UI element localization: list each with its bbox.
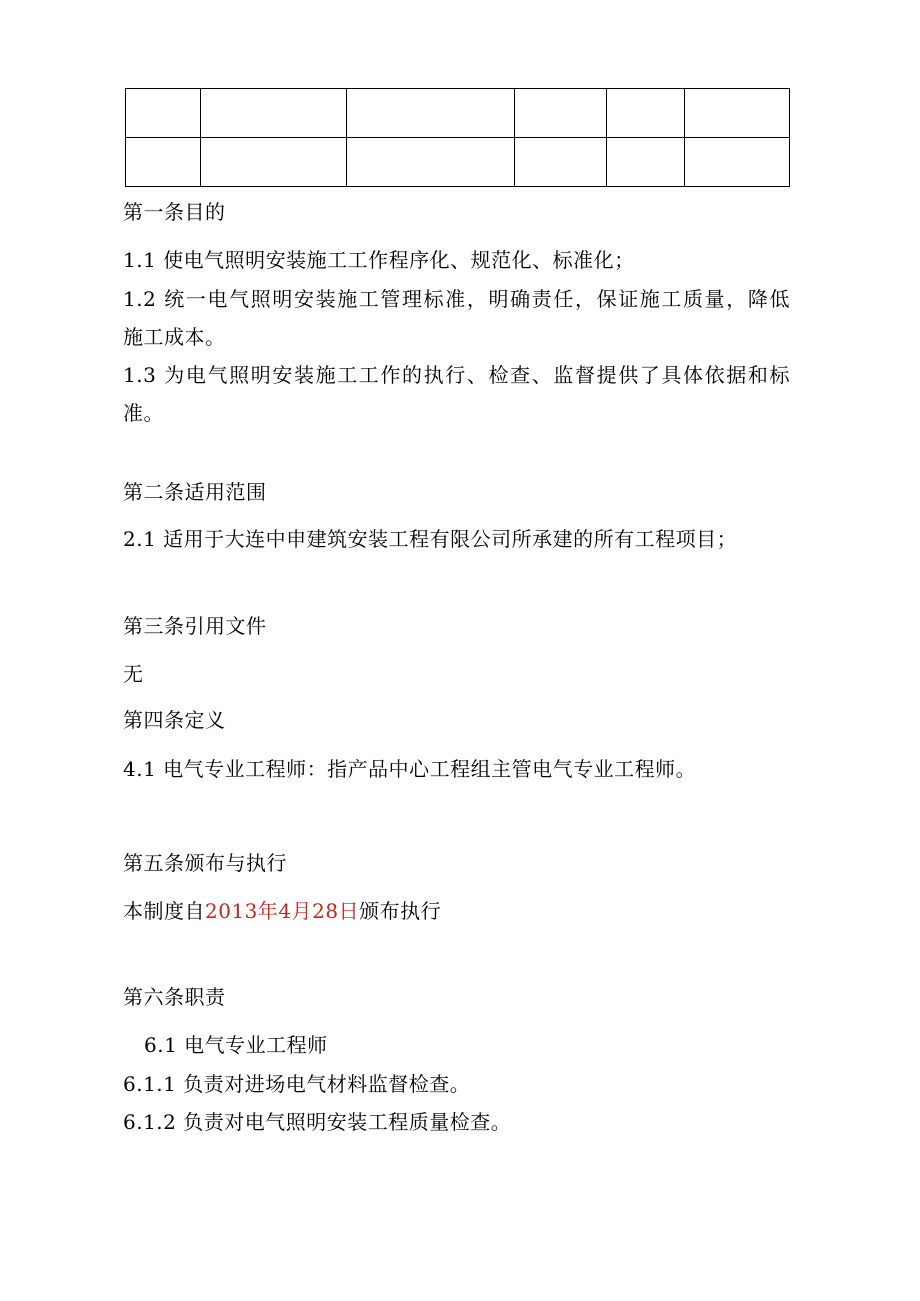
article1-item2-line2: 施工成本。 bbox=[123, 325, 226, 349]
article6-sub1-item1: 6.1.1 负责对进场电气材料监督检查。 bbox=[123, 1072, 471, 1096]
article2-item1: 2.1 适用于大连中申建筑安装工程有限公司所承建的所有工程项目； bbox=[123, 527, 738, 551]
table-cell bbox=[201, 138, 347, 187]
table-cell bbox=[685, 89, 790, 138]
article5-body bbox=[123, 899, 441, 923]
article6-heading: 第六条职责 bbox=[123, 985, 226, 1009]
article1-heading: 第一条目的 bbox=[123, 200, 226, 224]
table-row bbox=[126, 89, 790, 138]
table-cell bbox=[515, 89, 607, 138]
article1-item3-line1: 1.3 为电气照明安装施工工作的执行、检查、监督提供了具体依据和标 bbox=[123, 363, 790, 387]
table-cell bbox=[201, 89, 347, 138]
article1-item2-line1: 1.2 统一电气照明安装施工管理标准，明确责任，保证施工质量，降低 bbox=[123, 287, 790, 311]
article6-sub1-item2: 6.1.2 负责对电气照明安装工程质量检查。 bbox=[123, 1110, 512, 1134]
article6-sub1: 6.1 电气专业工程师 bbox=[144, 1033, 328, 1057]
table-cell bbox=[607, 138, 685, 187]
article5-suffix: 颁布执行 bbox=[359, 899, 442, 923]
table-cell bbox=[126, 89, 201, 138]
table-cell bbox=[347, 138, 515, 187]
table-cell bbox=[685, 138, 790, 187]
table-cell bbox=[347, 89, 515, 138]
article2-heading: 第二条适用范围 bbox=[123, 480, 267, 504]
article3-heading: 第三条引用文件 bbox=[123, 614, 267, 638]
table-row bbox=[126, 138, 790, 187]
table-cell bbox=[515, 138, 607, 187]
article1-item1: 1.1 使电气照明安装施工工作程序化、规范化、标准化； bbox=[123, 248, 635, 272]
article4-item1: 4.1 电气专业工程师：指产品中心工程组主管电气专业工程师。 bbox=[123, 757, 697, 781]
header-table bbox=[125, 88, 790, 187]
article5-date: 2013年4月28日 bbox=[205, 899, 360, 923]
article4-heading: 第四条定义 bbox=[123, 708, 226, 732]
table-cell bbox=[126, 138, 201, 187]
article3-body: 无 bbox=[123, 662, 144, 686]
article1-item3-line2: 准。 bbox=[123, 401, 164, 425]
table-cell bbox=[607, 89, 685, 138]
article5-prefix: 本制度自 bbox=[123, 899, 205, 923]
article5-heading: 第五条颁布与执行 bbox=[123, 851, 287, 875]
